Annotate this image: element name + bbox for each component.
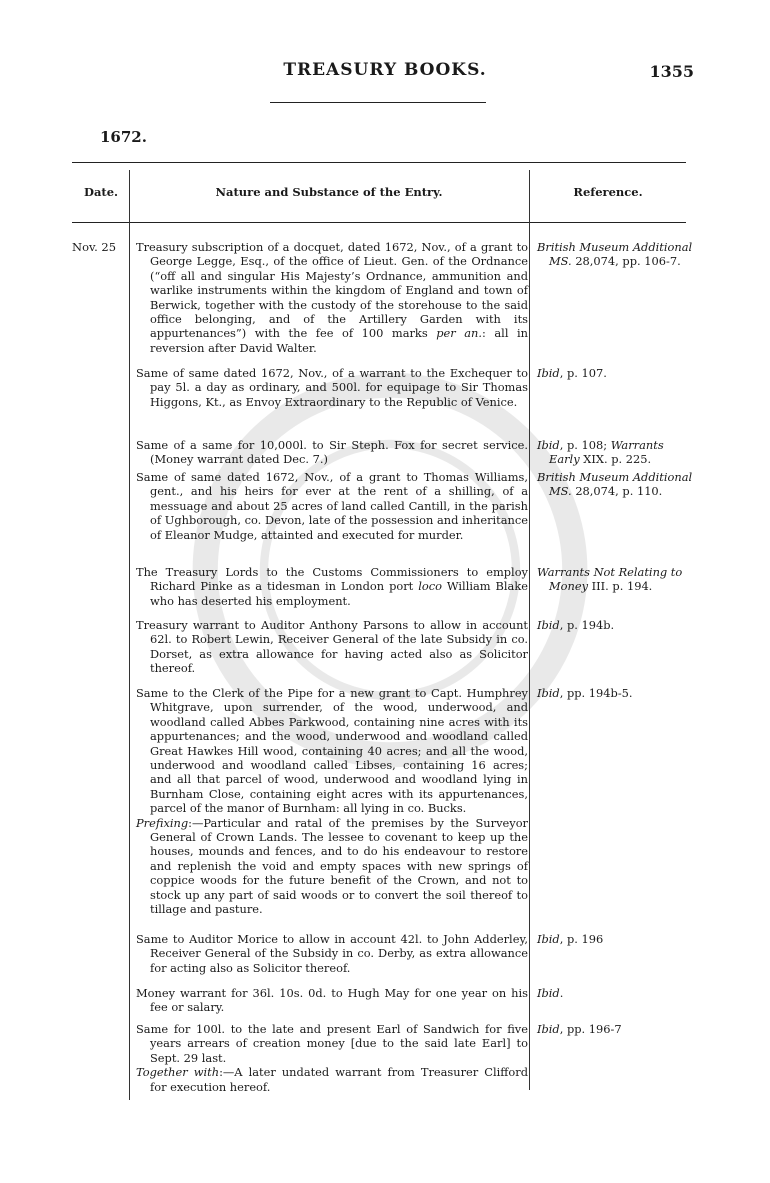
entry-text: The Treasury Lords to the Customs Commissioners to employ Richard Pinke as a tidesman in London port loco William Blake who has deserted his employment. [136,565,528,608]
entry-text: Same of same dated 1672, Nov., of a grant to Thomas Williams, gent., and his heirs for ever at the rent of a shilling, of a messuage and about 25 acres of land called Cantill, in the parish of Ughborough, co. Devon, late of the possession and inheritance of Eleanor Mudge, attainted and executed for murder. [136,470,528,542]
running-title: TREASURY BOOKS. [283,60,487,80]
table-top-rule [72,162,686,163]
entry-text: Treasury subscription of a docquet, dated 1672, Nov., of a grant to George Legge, Esq., of the office of Lieut. Gen. of the Ordnance (“off all and singular His Majesty’s Ordnance, ammunition and warlike instruments within the kingdom of England and town of Berwick, together with the custody of the storehouse to the said office belonging, and of the Artillery Garden with its appurtenances”) with the fee of 100 marks per an.: all in reversion after David Walter. [136,240,528,355]
entry-reference: British Museum Additional MS. 28,074, p. 110. [537,470,693,499]
entry-reference: Ibid. [537,986,564,1000]
entry-date: Nov. 25 [72,240,117,254]
entry-text: Same to the Clerk of the Pipe for a new grant to Capt. Humphrey Whitgrave, upon surrender, of the wood, underwood, and woodland called Abbes Parkwood, containing nine acres with its appurtenances; and the wood, underwood and woodland called Great Hawkes Hill wood, containing 40 acres; and all the wood, underwood and woodland called Libses, containing 16 acres; and all that parcel of wood, underwood and woodland lying in Burnham Close, containing eight acres with its appurtenances, parcel of the manor of Burnham: all lying in co. Bucks. Prefixing:—Particular and ratal of the premises by the Surveyor General of Crown Lands. The lessee to covenant to keep up the houses, mounds and fences, and to do his endeavour to restore and replenish the void and empty spaces with new springs of coppice woods for the future benefit of the Crown, and not to stock up any part of said woods or to convert the soil thereof to tillage and pasture. [136,686,528,917]
entry-reference: British Museum Additional MS. 28,074, pp. 106-7. [537,240,693,269]
entry-reference: Ibid, p. 196 [537,932,604,946]
column-divider-date [129,170,130,1100]
entry-reference: Warrants Not Relating to Money III. p. 194. [537,565,683,594]
entry-text: Same of same dated 1672, Nov., of a warrant to the Exchequer to pay 5l. a day as ordinary, and 500l. for equipage to Sir Thomas Higgons, Kt., as Envoy Extraordinary to the Republic of Venice. [136,366,528,409]
entry-reference: Ibid, pp. 196-7 [537,1022,622,1036]
column-divider-reference [529,170,530,1090]
entry-reference: Ibid, p. 194b. [537,618,615,632]
entry-reference: Ibid, pp. 194b-5. [537,686,633,700]
table-header-rule [72,222,686,223]
entry-text: Same for 100l. to the late and present Earl of Sandwich for five years arrears of creation money [due to the said late Earl] to Sept. 29 last. Together with:—A later undated warrant from Treasurer Clifford for execution hereof. [136,1022,528,1094]
entry-text: Same to Auditor Morice to allow in account 42l. to John Adderley, Receiver General of the Subsidy in co. Derby, as extra allowance for acting also as Solicitor thereof. [136,932,528,975]
header-rule [270,102,486,103]
column-header-reference: Reference. [573,185,643,199]
column-header-nature: Nature and Substance of the Entry. [215,185,443,199]
entry-reference: Ibid, p. 108; Warrants Early XIX. p. 225. [537,438,664,467]
year-label: 1672. [100,128,147,146]
entry-text: Treasury warrant to Auditor Anthony Parsons to allow in account 62l. to Robert Lewin, Receiver General of the late Subsidy in co. Dorset, as extra allowance for having acted also as Solicitor thereof. [136,618,528,676]
entry-text: Money warrant for 36l. 10s. 0d. to Hugh May for one year on his fee or salary. [136,986,528,1015]
page-number: 1355 [649,62,694,81]
entry-reference: Ibid, p. 107. [537,366,607,380]
entry-text: Same of a same for 10,000l. to Sir Steph. Fox for secret service. (Money warrant dated Dec. 7.) [136,438,528,467]
column-header-date: Date. [83,185,119,199]
